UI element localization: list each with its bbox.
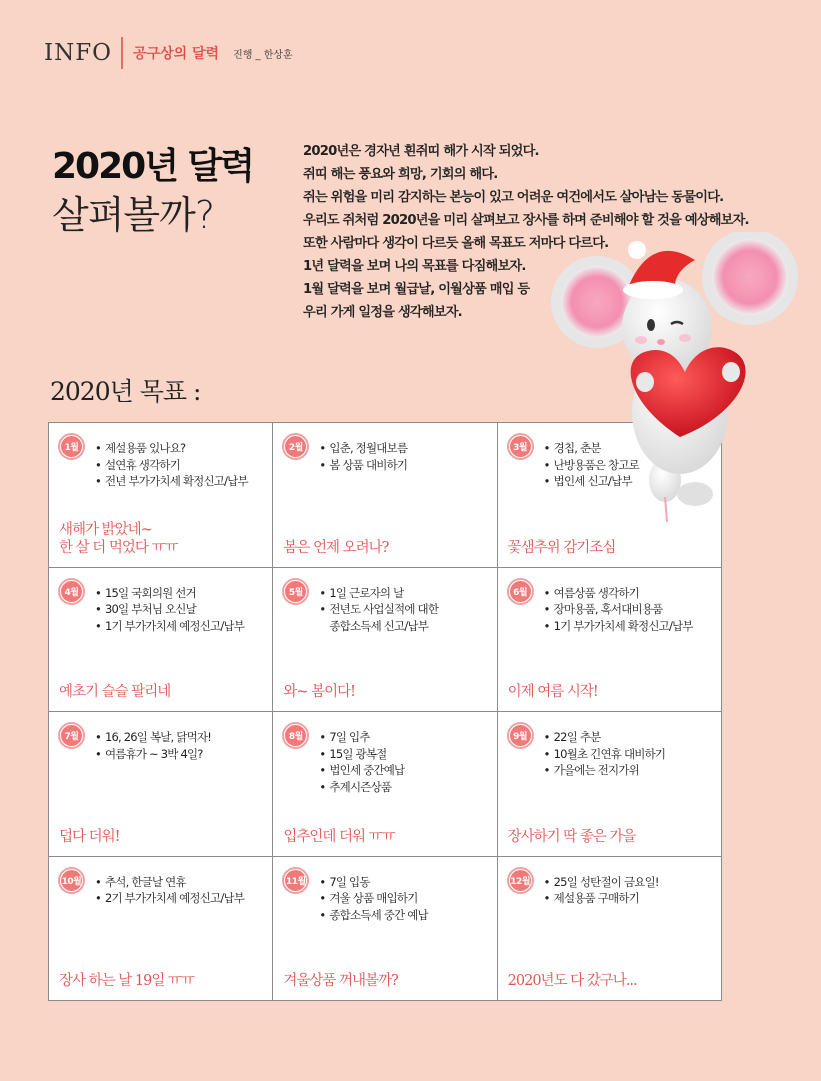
month-item: • 법인세 신고/납부 — [544, 473, 639, 490]
month-item: • 전년도 사업실적에 대한 — [319, 601, 438, 618]
month-caption: 겨울상품 꺼내볼까? — [283, 973, 398, 989]
month-item: • 16, 26일 복날, 닭먹자! — [95, 729, 211, 746]
month-badge — [507, 578, 534, 605]
month-badge — [507, 867, 534, 894]
month-item: • 15일 광복절 — [319, 746, 404, 763]
month-item: • 제설용품 있나요? — [95, 440, 248, 457]
credit: 진행 _ 한상훈 — [233, 49, 293, 61]
month-cell — [273, 712, 497, 857]
section-title: 공구상의 달력 — [133, 46, 220, 62]
month-caption: 꽃샘추위 감기조심 — [507, 539, 616, 556]
month-caption: 와~ 봄이다! — [283, 684, 355, 700]
intro-line: 우리 가게 일정을 생각해보자. — [303, 305, 462, 320]
month-cell — [273, 857, 497, 1002]
intro-line: 또한 사람마다 생각이 다르듯 올해 목표도 저마다 다르다. — [303, 236, 609, 251]
month-item: • 22일 추분 — [544, 729, 666, 746]
month-cell — [498, 568, 722, 713]
month-item: • 입춘, 정월대보름 — [319, 440, 407, 457]
month-item-list — [95, 440, 248, 490]
month-badge — [58, 867, 85, 894]
month-item: • 가을에는 전지가위 — [544, 762, 666, 779]
month-cell — [49, 568, 273, 713]
month-cell — [273, 568, 497, 713]
month-item: • 1기 부가가치세 예정신고/납부 — [95, 618, 244, 635]
month-caption: 덥다 더워! — [59, 828, 120, 845]
month-item-list — [319, 440, 407, 473]
month-badge — [282, 433, 309, 460]
month-item: • 설연휴 생각하기 — [95, 457, 248, 474]
month-item-list — [319, 874, 428, 924]
month-item: • 전년 부가가치세 확정신고/납부 — [95, 473, 248, 490]
month-badge — [282, 867, 309, 894]
month-caption: 새해가 밝았네~ 한 살 더 먹었다 ㅠㅠ — [59, 521, 178, 556]
month-badge-label: 7월 — [61, 725, 82, 746]
month-caption: 장사하기 딱 좋은 가을 — [507, 828, 636, 845]
month-badge-label: 9월 — [510, 725, 531, 746]
month-item: • 봄 상품 대비하기 — [319, 457, 407, 474]
month-badge-label: 12월 — [510, 870, 531, 891]
goals-title: 2020년 목표 : — [50, 377, 201, 406]
month-caption: 입추인데 더워 ㅠㅠ — [283, 828, 395, 845]
month-item: • 7일 입추 — [319, 729, 404, 746]
month-item: • 종합소득세 중간 예납 — [319, 907, 428, 924]
page-subtitle: 살펴볼까? — [52, 193, 215, 237]
page-title: 2020년 달력 — [52, 146, 254, 187]
month-item-list — [544, 874, 659, 907]
month-item: • 제설용품 구매하기 — [544, 890, 659, 907]
month-item: • 30일 부처님 오신날 — [95, 601, 244, 618]
month-caption: 이제 여름 시작! — [507, 684, 598, 700]
month-cell — [498, 857, 722, 1002]
month-item: • 추계시즌상품 — [319, 779, 404, 796]
month-item: • 장마용품, 혹서대비용품 — [544, 601, 693, 618]
month-item: • 난방용품은 창고로 — [544, 457, 639, 474]
month-item: • 7일 입동 — [319, 874, 428, 891]
month-badge-label: 6월 — [510, 581, 531, 602]
month-item-list — [95, 585, 244, 635]
intro-line: 쥐띠 해는 풍요와 희망, 기회의 해다. — [303, 167, 498, 182]
intro-line: 2020년은 경자년 흰쥐띠 해가 시작 되었다. — [303, 144, 539, 159]
month-badge — [282, 722, 309, 749]
month-item-list — [319, 729, 404, 795]
month-item: • 2기 부가가치세 예정신고/납부 — [95, 890, 244, 907]
month-badge — [507, 433, 534, 460]
intro-line: 쥐는 위험을 미리 감지하는 본능이 있고 어려운 여건에서도 살아남는 동물이다. — [303, 190, 724, 205]
mouse-mascot-illustration — [545, 232, 815, 532]
month-badge-label: 3월 — [510, 436, 531, 457]
month-badge-label: 2월 — [285, 436, 306, 457]
month-badge — [58, 578, 85, 605]
month-badge — [58, 722, 85, 749]
month-badge — [58, 433, 85, 460]
month-item-list — [95, 874, 244, 907]
month-item: • 경칩, 춘분 — [544, 440, 639, 457]
month-cell — [49, 712, 273, 857]
month-badge-label: 4월 — [61, 581, 82, 602]
month-item: • 겨울 상품 매입하기 — [319, 890, 428, 907]
info-label: INFO — [44, 40, 113, 66]
month-badge — [282, 578, 309, 605]
month-item-list — [544, 585, 693, 635]
month-item: • 여름상품 생각하기 — [544, 585, 693, 602]
intro-line: 1년 달력을 보며 나의 목표를 다짐해보자. — [303, 259, 526, 274]
month-item: • 법인세 중간예납 — [319, 762, 404, 779]
month-cell — [498, 712, 722, 857]
month-caption: 예초기 슬슬 팔리네 — [59, 684, 171, 700]
header-divider — [121, 37, 123, 69]
month-badge-label: 5월 — [285, 581, 306, 602]
month-item: • 1기 부가가치세 확정신고/납부 — [544, 618, 693, 635]
month-badge — [507, 722, 534, 749]
month-cell — [49, 423, 273, 568]
month-badge-label: 10월 — [61, 870, 82, 891]
intro-line: 1월 달력을 보며 월급날, 이월상품 매입 등 — [303, 282, 530, 297]
month-item-list — [544, 729, 666, 779]
intro-line: 우리도 쥐처럼 2020년을 미리 살펴보고 장사를 하며 준비해야 할 것을 예상해보자. — [303, 213, 749, 228]
month-item: • 여름휴가 ~ 3박 4일? — [95, 746, 211, 763]
month-item: • 10월초 긴연휴 대비하기 — [544, 746, 666, 763]
month-caption: 2020년도 다 갔구나... — [507, 973, 637, 989]
month-item-list — [95, 729, 211, 762]
month-caption: 봄은 언제 오려나? — [283, 539, 389, 556]
month-badge-label: 8월 — [285, 725, 306, 746]
month-item: 종합소득세 신고/납부 — [329, 618, 429, 633]
month-item: • 25일 성탄절이 금요일! — [544, 874, 659, 891]
month-badge-label: 11월 — [285, 870, 306, 891]
month-item: • 15일 국회의원 선거 — [95, 585, 244, 602]
month-item: • 추석, 한글날 연휴 — [95, 874, 244, 891]
month-item-list — [319, 585, 438, 635]
page-header — [44, 36, 293, 70]
month-badge-label: 1월 — [61, 436, 82, 457]
month-cell — [49, 857, 273, 1002]
month-cell — [273, 423, 497, 568]
month-item: • 1일 근로자의 날 — [319, 585, 438, 602]
month-caption: 장사 하는 날 19일 ㅠㅠ — [59, 973, 194, 989]
